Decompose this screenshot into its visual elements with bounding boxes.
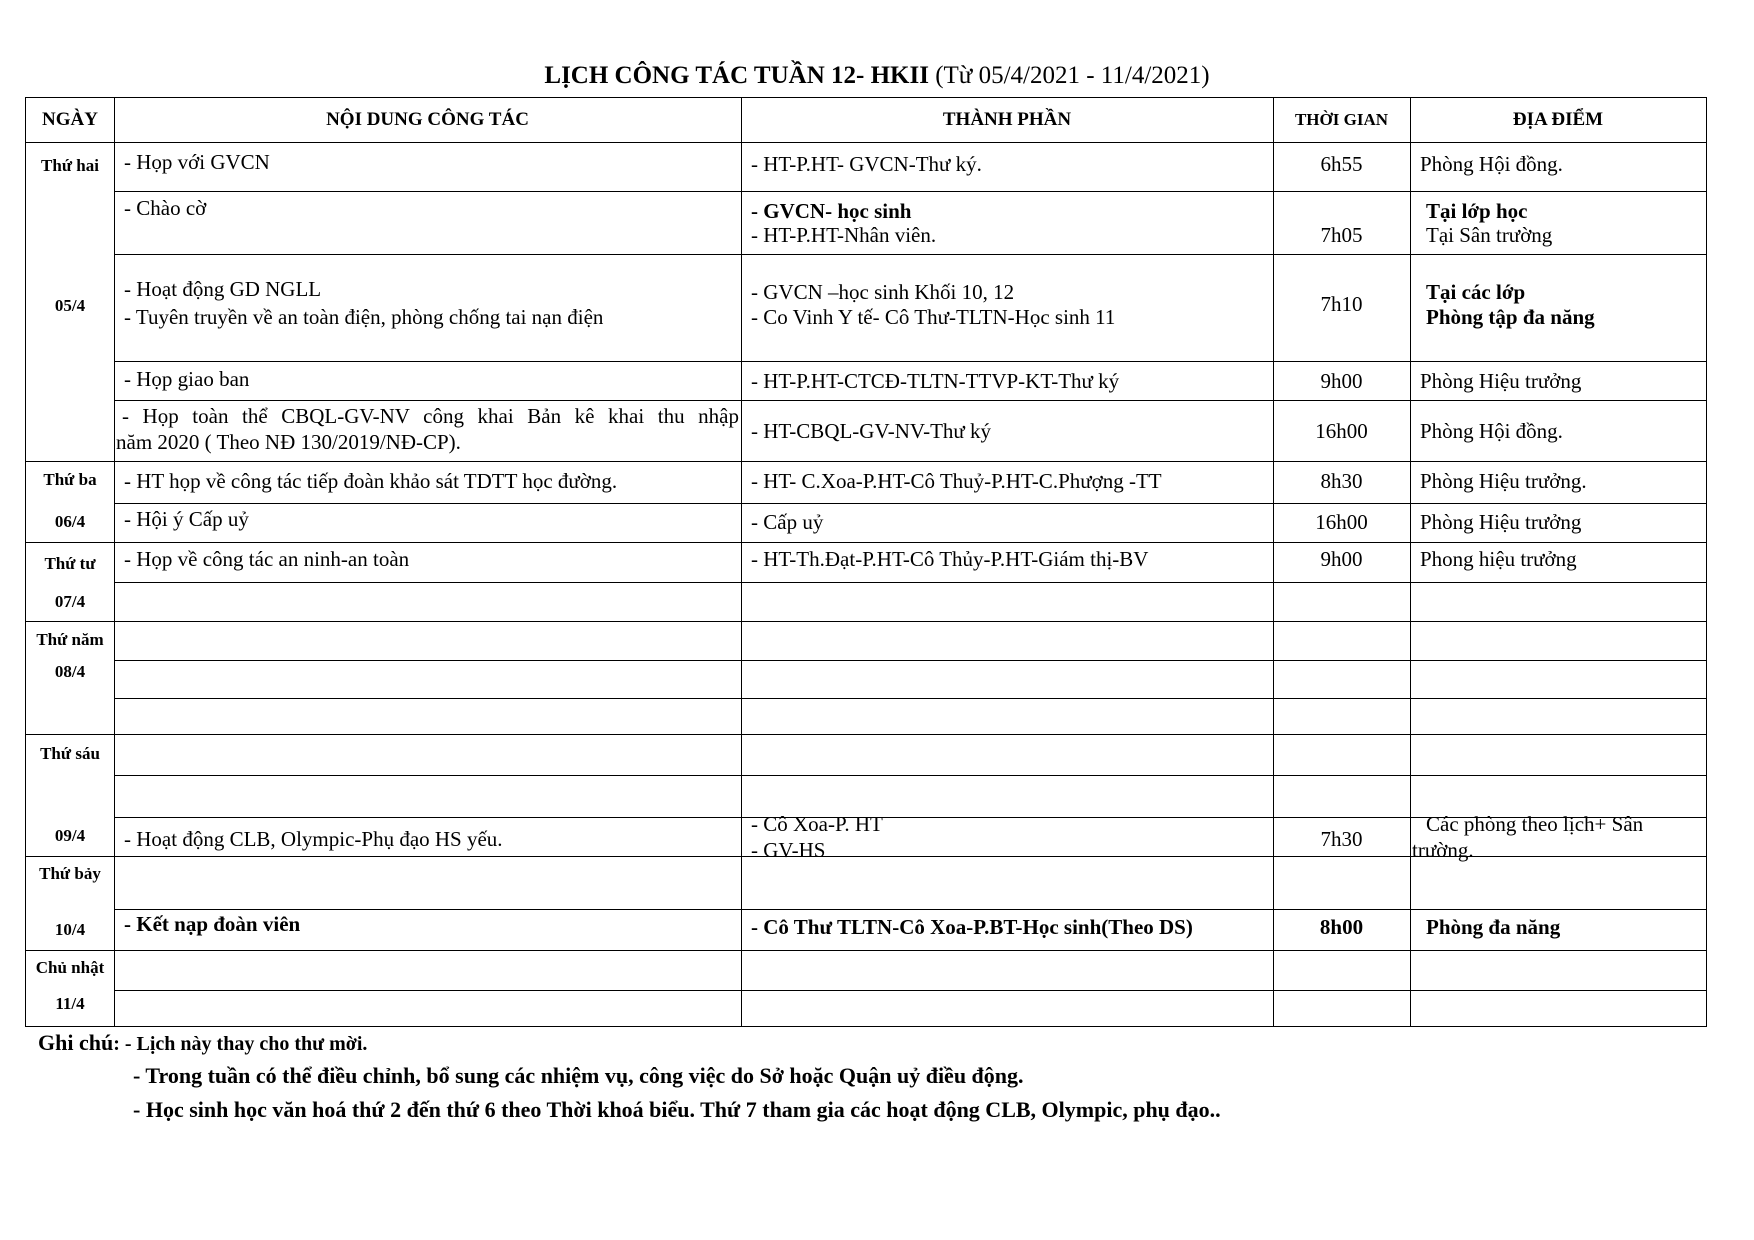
row6-members: - HT- C.Xoa-P.HT-Cô Thuỷ-P.HT-C.Phượng -TT	[751, 469, 1162, 493]
row2-members-2: - HT-P.HT-Nhân viên.	[751, 223, 937, 247]
row5-time: 16h00	[1315, 419, 1368, 443]
row-separator	[114, 191, 1706, 192]
header-noi-dung: NỘI DUNG CÔNG TÁC	[114, 98, 741, 143]
row1-time: 6h55	[1320, 152, 1363, 176]
day-separator	[26, 734, 1706, 735]
page-title	[0, 62, 1754, 90]
day-separator	[26, 950, 1706, 951]
row3-members-2: - Co Vinh Y tế- Cô Thư-TLTN-Học sinh 11	[751, 305, 1116, 329]
row-separator	[114, 582, 1706, 583]
col-divider	[1410, 98, 1411, 1026]
row10-time: 8h00	[1319, 915, 1364, 939]
row1-members: - HT-P.HT- GVCN-Thư ký.	[751, 152, 982, 176]
row4-content: - Họp giao ban	[124, 367, 250, 391]
col-divider	[114, 98, 115, 1026]
row-separator	[114, 400, 1706, 401]
row9-place-2: trường.	[1412, 838, 1474, 862]
row7-place: Phòng Hiệu trưởng	[1420, 510, 1582, 534]
day-label-tue: Thứ ba	[43, 470, 97, 489]
row1-place: Phòng Hội đồng.	[1420, 152, 1563, 176]
row4-members: - HT-P.HT-CTCĐ-TLTN-TTVP-KT-Thư ký	[751, 369, 1120, 393]
row2-place-1: Tại lớp học	[1426, 199, 1528, 223]
day-label-sat: Thứ bảy	[39, 864, 101, 883]
day-date-mon: 05/4	[54, 296, 86, 315]
row1-content: - Họp với GVCN	[124, 150, 270, 174]
row-separator	[114, 698, 1706, 699]
row7-time: 16h00	[1315, 510, 1368, 534]
day-separator	[26, 621, 1706, 622]
row4-place: Phòng Hiệu trưởng	[1420, 369, 1582, 393]
day-separator	[26, 542, 1706, 543]
row-separator	[114, 909, 1706, 910]
header-thoi-gian: THỜI GIAN	[1273, 98, 1410, 143]
row2-time: 7h05	[1320, 223, 1363, 247]
notes-line-1-text: : - Lịch này thay cho thư mời.	[113, 1033, 368, 1055]
row9-content: - Hoạt động CLB, Olympic-Phụ đạo HS yếu.	[124, 827, 503, 851]
row-separator	[114, 775, 1706, 776]
row9-members-1: - Cô Xoa-P. HT	[751, 812, 883, 836]
day-date-tue: 06/4	[54, 512, 86, 531]
row3-time: 7h10	[1320, 292, 1363, 316]
header-dia-diem: ĐỊA ĐIỂM	[1410, 98, 1706, 143]
row-separator	[114, 503, 1706, 504]
day-label-thu: Thứ năm	[36, 630, 104, 649]
row5-members: - HT-CBQL-GV-NV-Thư ký	[751, 419, 992, 443]
notes-line-3: - Học sinh học văn hoá thứ 2 đến thứ 6 theo Thời khoá biểu. Thứ 7 tham gia các hoạt động CLB, Olympic, phụ đạo..	[133, 1097, 1221, 1122]
title-range: (Từ 05/4/2021 - 11/4/2021)	[935, 62, 1210, 89]
row6-content: - HT họp về công tác tiếp đoàn khảo sát TDTT học đường.	[124, 469, 618, 493]
row5-content-1: - Họp toàn thể CBQL-GV-NV công khai Bản kê khai thu nhập	[122, 404, 739, 428]
row-separator	[114, 361, 1706, 362]
header-thanh-phan: THÀNH PHẦN	[741, 98, 1273, 143]
row8-time: 9h00	[1320, 547, 1363, 571]
notes-label: Ghi chú	[38, 1030, 114, 1055]
col-divider	[741, 98, 742, 1026]
row3-place-2: Phòng tập đa năng	[1426, 305, 1595, 329]
row8-content: - Họp về công tác an ninh-an toàn	[124, 547, 410, 571]
row2-place-2: Tại Sân trường	[1426, 223, 1553, 247]
row9-time: 7h30	[1320, 827, 1363, 851]
row8-place: Phong hiệu trưởng	[1420, 547, 1577, 571]
day-date-wed: 07/4	[54, 592, 86, 611]
row4-time: 9h00	[1320, 369, 1363, 393]
row5-place: Phòng Hội đồng.	[1420, 419, 1563, 443]
row8-members: - HT-Th.Đạt-P.HT-Cô Thủy-P.HT-Giám thị-BV	[751, 547, 1149, 571]
row10-place: Phòng đa năng	[1426, 915, 1561, 939]
day-label-wed: Thứ tư	[44, 554, 96, 573]
day-date-thu: 08/4	[54, 662, 86, 681]
day-date-sun: 11/4	[55, 994, 85, 1013]
row3-members-1: - GVCN –học sinh Khối 10, 12	[751, 280, 1015, 304]
title-main: LỊCH CÔNG TÁC TUẦN 12- HKII	[544, 62, 929, 89]
row6-time: 8h30	[1320, 469, 1363, 493]
row-separator	[114, 254, 1706, 255]
day-label-mon: Thứ hai	[41, 156, 99, 175]
row10-content: - Kết nạp đoàn viên	[124, 912, 301, 936]
row-separator	[114, 660, 1706, 661]
row9-members-2: - GV-HS	[751, 838, 826, 862]
day-label-sun: Chủ nhật	[35, 958, 105, 977]
day-date-sat: 10/4	[54, 920, 86, 939]
row9-place-1: Các phòng theo lịch+ Sân	[1426, 812, 1644, 836]
row6-place: Phòng Hiệu trưởng.	[1420, 469, 1587, 493]
notes-line-1	[38, 1030, 367, 1056]
header-ngay: NGÀY	[26, 98, 114, 143]
row3-place-1: Tại các lớp	[1426, 280, 1526, 304]
row10-members: - Cô Thư TLTN-Cô Xoa-P.BT-Học sinh(Theo DS)	[751, 915, 1193, 939]
day-separator	[26, 461, 1706, 462]
row3-content-1: - Hoạt động GD NGLL	[124, 277, 322, 301]
row5-content-2: năm 2020 ( Theo NĐ 130/2019/NĐ-CP).	[116, 430, 461, 454]
row7-members: - Cấp uỷ	[751, 510, 824, 534]
row2-content: - Chào cờ	[124, 196, 207, 220]
day-date-fri: 09/4	[54, 826, 86, 845]
day-label-fri: Thứ sáu	[40, 744, 100, 763]
row7-content: - Hội ý Cấp uỷ	[124, 507, 249, 531]
row2-members-1: - GVCN- học sinh	[751, 199, 912, 223]
row3-content-2: - Tuyên truyền về an toàn điện, phòng chống tai nạn điện	[124, 305, 604, 329]
row-separator	[114, 990, 1706, 991]
notes-line-2: - Trong tuần có thể điều chỉnh, bổ sung các nhiệm vụ, công việc do Sở hoặc Quận uỷ điều động.	[133, 1063, 1024, 1088]
schedule-table	[25, 97, 1707, 1027]
